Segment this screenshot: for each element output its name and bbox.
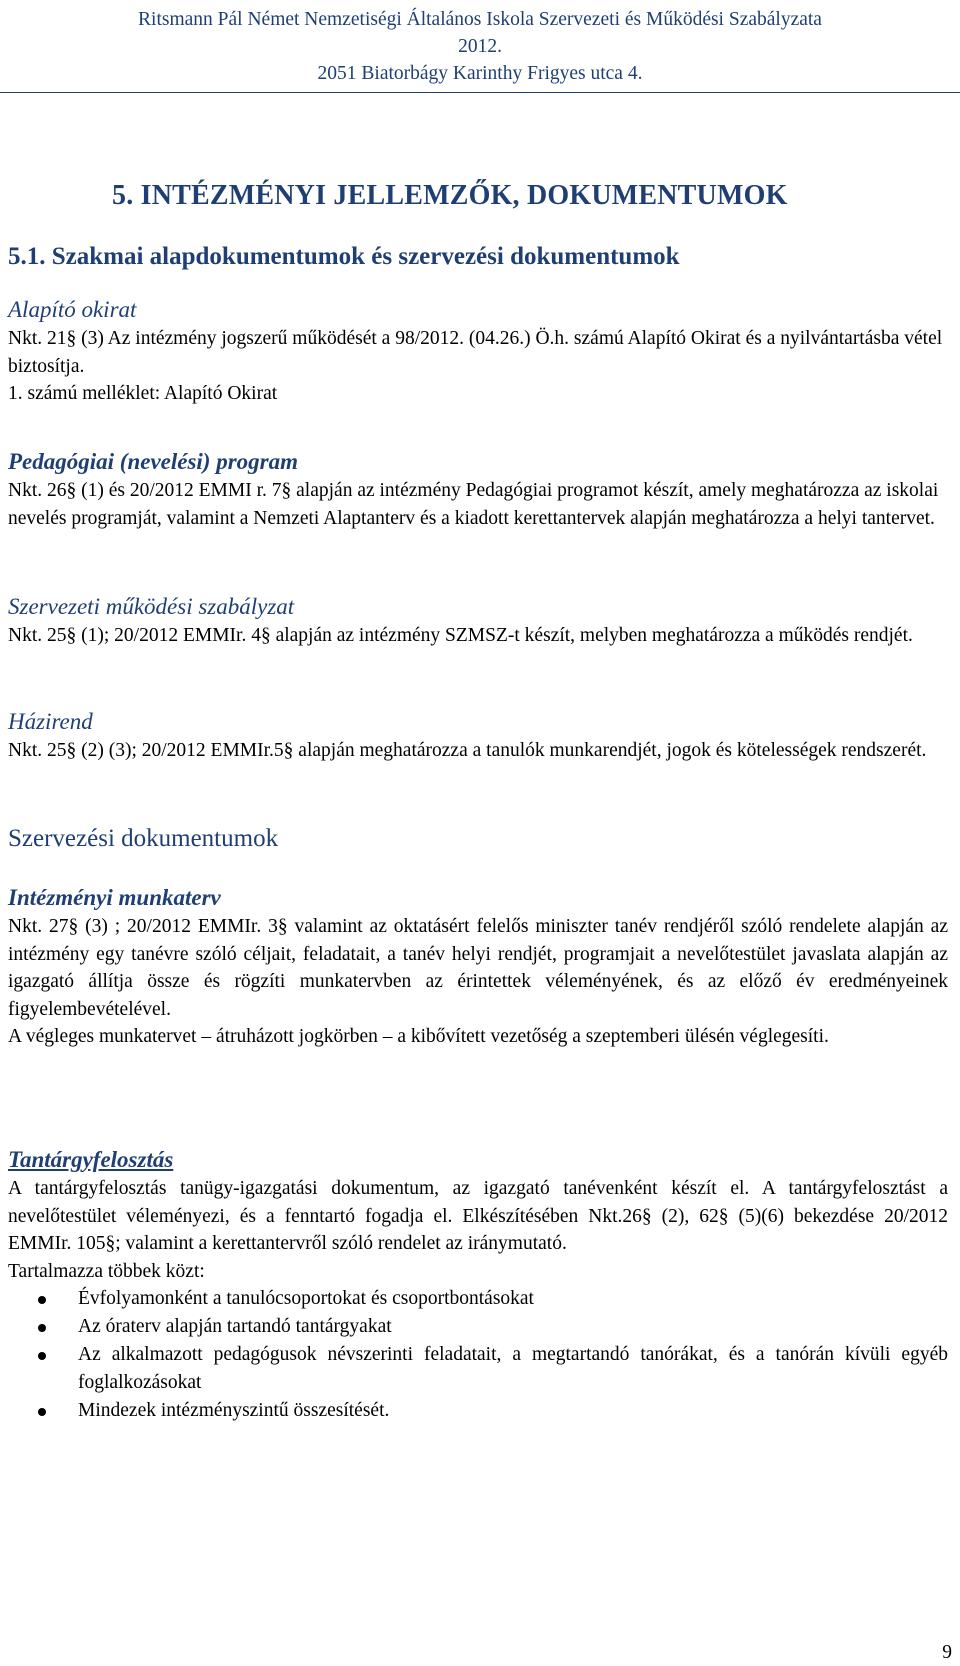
list-item: Évfolyamonként a tanulócsoportokat és csoportbontásokat <box>8 1285 948 1313</box>
subsection-title-munkaterv: Intézményi munkaterv <box>8 885 221 910</box>
section-pedagogiai-program <box>8 447 948 532</box>
list-item: Az alkalmazott pedagógusok névszerinti feladatait, a megtartandó tanórákat, és a tanórán kívüli egyéb foglalkozásokat <box>8 1341 948 1397</box>
alapito-paragraph: Nkt. 21§ (3) Az intézmény jogszerű működését a 98/2012. (04.26.) Ö.h. számú Alapító Okirat és a nyilvántartásba vétel biztosítja. <box>8 328 943 377</box>
header-address: 2051 Biatorbágy Karinthy Frigyes utca 4. <box>317 63 643 84</box>
section-munkaterv <box>8 883 948 1051</box>
alapito-annex: 1. számú melléklet: Alapító Okirat <box>8 383 278 404</box>
list-item: Mindezek intézményszintű összesítését. <box>8 1397 948 1425</box>
section-szervezesi-dokumentumok <box>8 824 948 854</box>
munkaterv-paragraph: Nkt. 27§ (3) ; 20/2012 EMMIr. 3§ valamint az oktatásért felelős miniszter tanév rendjéről szóló rendelete alapján az intézmény egy tanévre szóló céljait, feladatait, a tanév helyi rendjét, programjait a nevelőtestület javaslata alapján az igazgató állítja össze és rögzíti munkatervben az érintettek véleményének, és az előző év eredményeinek figyelembevételével. <box>8 916 948 1020</box>
bullet-icon <box>38 1324 46 1332</box>
header-year: 2012. <box>458 36 502 57</box>
munkaterv-paragraph-2: A végleges munkatervet – átruházott jogkörben – a kibővített vezetőség a szeptemberi ülésén véglegesíti. <box>8 1026 829 1047</box>
page-number: 9 <box>942 1642 952 1663</box>
tantargy-list-intro: Tartalmazza többek közt: <box>8 1260 205 1282</box>
subsection-title-szervezesi: Szervezési dokumentumok <box>8 825 279 852</box>
tantargy-bullet-list <box>8 1285 948 1425</box>
chapter-title: 5. INTÉZMÉNYI JELLEMZŐK, DOKUMENTUMOK <box>112 180 788 211</box>
list-item: Az óraterv alapján tartandó tantárgyakat <box>8 1313 948 1341</box>
subsection-title-szmsz: Szervezeti működési szabályzat <box>8 594 295 619</box>
hazirend-paragraph: Nkt. 25§ (2) (3); 20/2012 EMMIr.5§ alapján meghatározza a tanulók munkarendjét, jogok és kötelességek rendszerét. <box>8 740 927 761</box>
subsection-title-hazirend: Házirend <box>8 709 93 734</box>
section-szmsz <box>8 592 948 650</box>
bullet-icon <box>38 1408 46 1416</box>
bullet-icon <box>38 1352 46 1360</box>
szmsz-paragraph: Nkt. 25§ (1); 20/2012 EMMIr. 4§ alapján az intézmény SZMSZ-t készít, melyben meghatározza a működés rendjét. <box>8 625 913 646</box>
bullet-icon <box>38 1296 46 1304</box>
tantargy-paragraph: A tantárgyfelosztás tanügy-igazgatási dokumentum, az igazgató tanévenként készít el. A tantárgyfelosztást a nevelőtestület véleményezi, és a fenntartó fogadja el. Elkészítésében Nkt.26§ (2), 62§ (5)(6) bekezdése 20/2012 EMMIr. 105§; valamint a kerettantervről szóló rendelet az iránymutató. <box>8 1178 948 1254</box>
section-hazirend <box>8 707 948 765</box>
header-divider <box>0 92 960 93</box>
section-alapito-okirat <box>8 295 948 408</box>
subsection-title-pedagogiai: Pedagógiai (nevelési) program <box>8 449 299 474</box>
subsection-title-tantargyfelosztas: Tantárgyfelosztás <box>8 1147 174 1172</box>
subsection-title-alapito: Alapító okirat <box>8 297 137 322</box>
pedagogiai-paragraph: Nkt. 26§ (1) és 20/2012 EMMI r. 7§ alapján az intézmény Pedagógiai programot készít, amely meghatározza az iskolai nevelés programját, valamint a Nemzeti Alaptanterv és a kiadott kerettantervek alapján meghatározza a helyi tantervet. <box>8 480 939 529</box>
section-tantargyfelosztas <box>8 1145 948 1425</box>
header-school-name: Ritsmann Pál Német Nemzetiségi Általános Iskola Szervezeti és Működési Szabályzata <box>138 9 822 30</box>
section-title: 5.1. Szakmai alapdokumentumok és szervezési dokumentumok <box>8 243 680 270</box>
page-header <box>0 6 960 87</box>
